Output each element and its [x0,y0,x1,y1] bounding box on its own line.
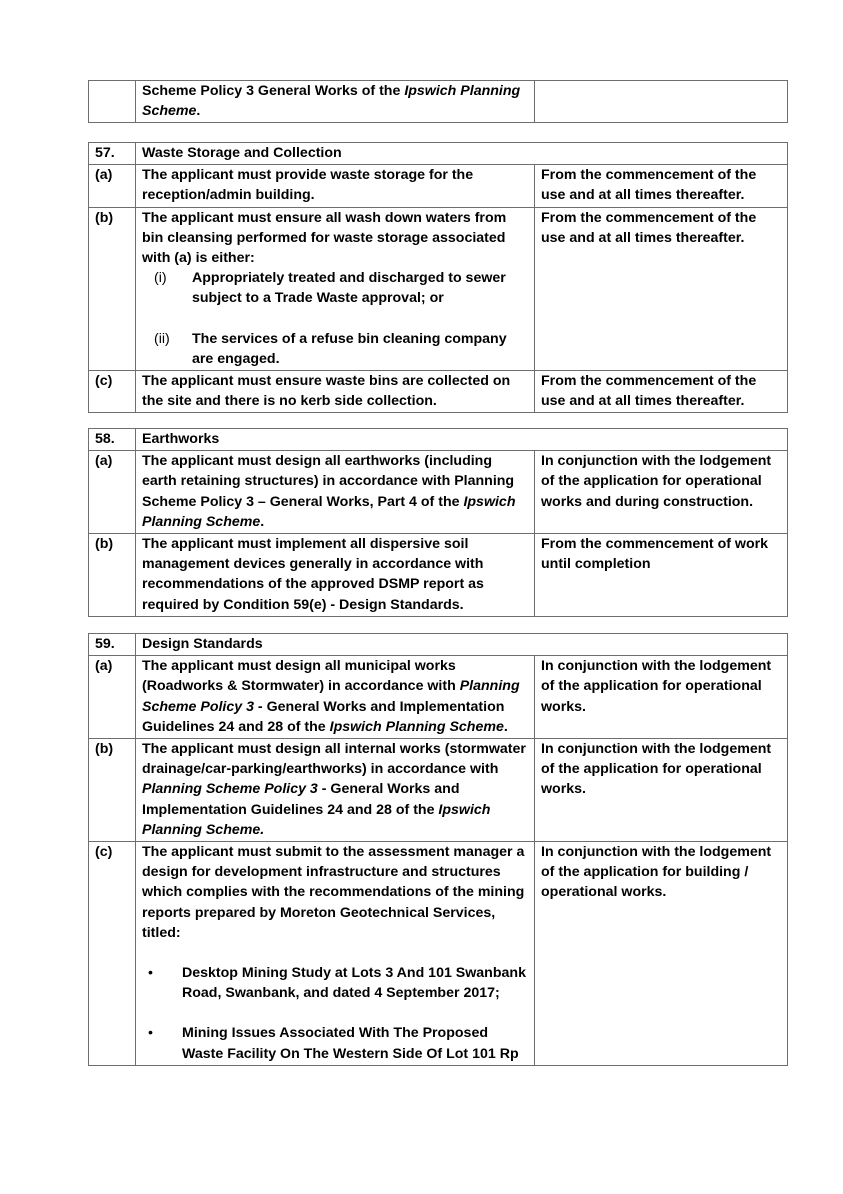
condition-text: The applicant must implement all dispersive soil management devices generally in accordance with recommendations of the approved DSMP report as required by Condition 59(e) - Design Standards. [136,534,535,617]
condition-57-table [88,142,788,413]
item-label: (b) [89,207,136,370]
timing-text: From the commencement of the use and at all times thereafter. [535,165,788,207]
condition-title: Waste Storage and Collection [136,143,788,165]
table-row [89,207,788,370]
condition-59-table [88,633,788,1066]
bullet-icon: • [148,965,153,982]
condition-number: 57. [89,143,136,165]
table-row [89,534,788,617]
item-label: (a) [89,656,136,739]
timing-text: In conjunction with the lodgement of the application for building / operational works. [535,842,788,1066]
item-label: (a) [89,451,136,534]
condition-text: The applicant must provide waste storage for the reception/admin building. [136,165,535,207]
condition-text: The applicant must design all earthworks (including earth retaining structures) in accordance with Planning Scheme Policy 3 – General Works, Part 4 of the Ipswich Planning Scheme. [136,451,535,534]
condition-title: Earthworks [136,429,788,451]
list-item [142,1023,529,1063]
sub-item-text: The services of a refuse bin cleaning company are engaged. [192,330,507,367]
timing-text: From the commencement of work until completion [535,534,788,617]
sub-item [142,268,529,308]
condition-text: The applicant must design all internal works (stormwater drainage/car-parking/earthworks) in accordance with Planning Scheme Policy 3 - General Works and Implementation Guidelines 24 and 28 of the Ipswich Planning Scheme. [136,739,535,842]
sub-item [142,329,529,369]
item-label: (a) [89,165,136,207]
timing-cell [535,81,788,123]
table-row [89,451,788,534]
table-row [89,165,788,207]
timing-text: In conjunction with the lodgement of the application for operational works and during construction. [535,451,788,534]
table-row [89,842,788,1066]
item-label: (b) [89,534,136,617]
table-row [89,81,788,123]
item-label: (b) [89,739,136,842]
condition-header-row [89,429,788,451]
sub-item-label: (ii) [154,330,170,347]
condition-text: Scheme Policy 3 General Works of the Ipswich Planning Scheme. [136,81,535,123]
condition-intro: The applicant must submit to the assessment manager a design for development infrastructure and structures which complies with the recommendations of the mining reports prepared by Moreton Geotechnical Services, titled: [142,844,525,941]
condition-header-row [89,143,788,165]
sub-item-label: (i) [154,270,167,287]
condition-text [136,207,535,370]
list-item [142,963,529,1003]
condition-header-row [89,634,788,656]
sub-item-text: Appropriately treated and discharged to sewer subject to a Trade Waste approval; or [192,270,506,307]
condition-number: 59. [89,634,136,656]
condition-text: The applicant must ensure waste bins are collected on the site and there is no kerb side collection. [136,371,535,413]
bullet-text: Desktop Mining Study at Lots 3 And 101 Swanbank Road, Swanbank, and dated 4 September 2017; [182,965,526,1002]
timing-text: In conjunction with the lodgement of the application for operational works. [535,739,788,842]
continuation-table [88,80,788,123]
timing-text: In conjunction with the lodgement of the application for operational works. [535,656,788,739]
condition-number: 58. [89,429,136,451]
condition-text: The applicant must design all municipal works (Roadworks & Stormwater) in accordance with Planning Scheme Policy 3 - General Works and Implementation Guidelines 24 and 28 of the Ipswich Planning Scheme. [136,656,535,739]
timing-text: From the commencement of the use and at all times thereafter. [535,207,788,370]
condition-intro: The applicant must ensure all wash down waters from bin cleansing performed for waste storage associated with (a) is either: [142,209,507,267]
table-row [89,739,788,842]
bullet-icon: • [148,1025,153,1042]
table-row [89,371,788,413]
bullet-text: Mining Issues Associated With The Proposed Waste Facility On The Western Side Of Lot 101 Rp [182,1025,519,1062]
table-row [89,656,788,739]
item-label: (c) [89,371,136,413]
number-cell [89,81,136,123]
item-label: (c) [89,842,136,1066]
condition-58-table [88,428,788,617]
timing-text: From the commencement of the use and at all times thereafter. [535,371,788,413]
condition-title: Design Standards [136,634,788,656]
condition-text [136,842,535,1066]
